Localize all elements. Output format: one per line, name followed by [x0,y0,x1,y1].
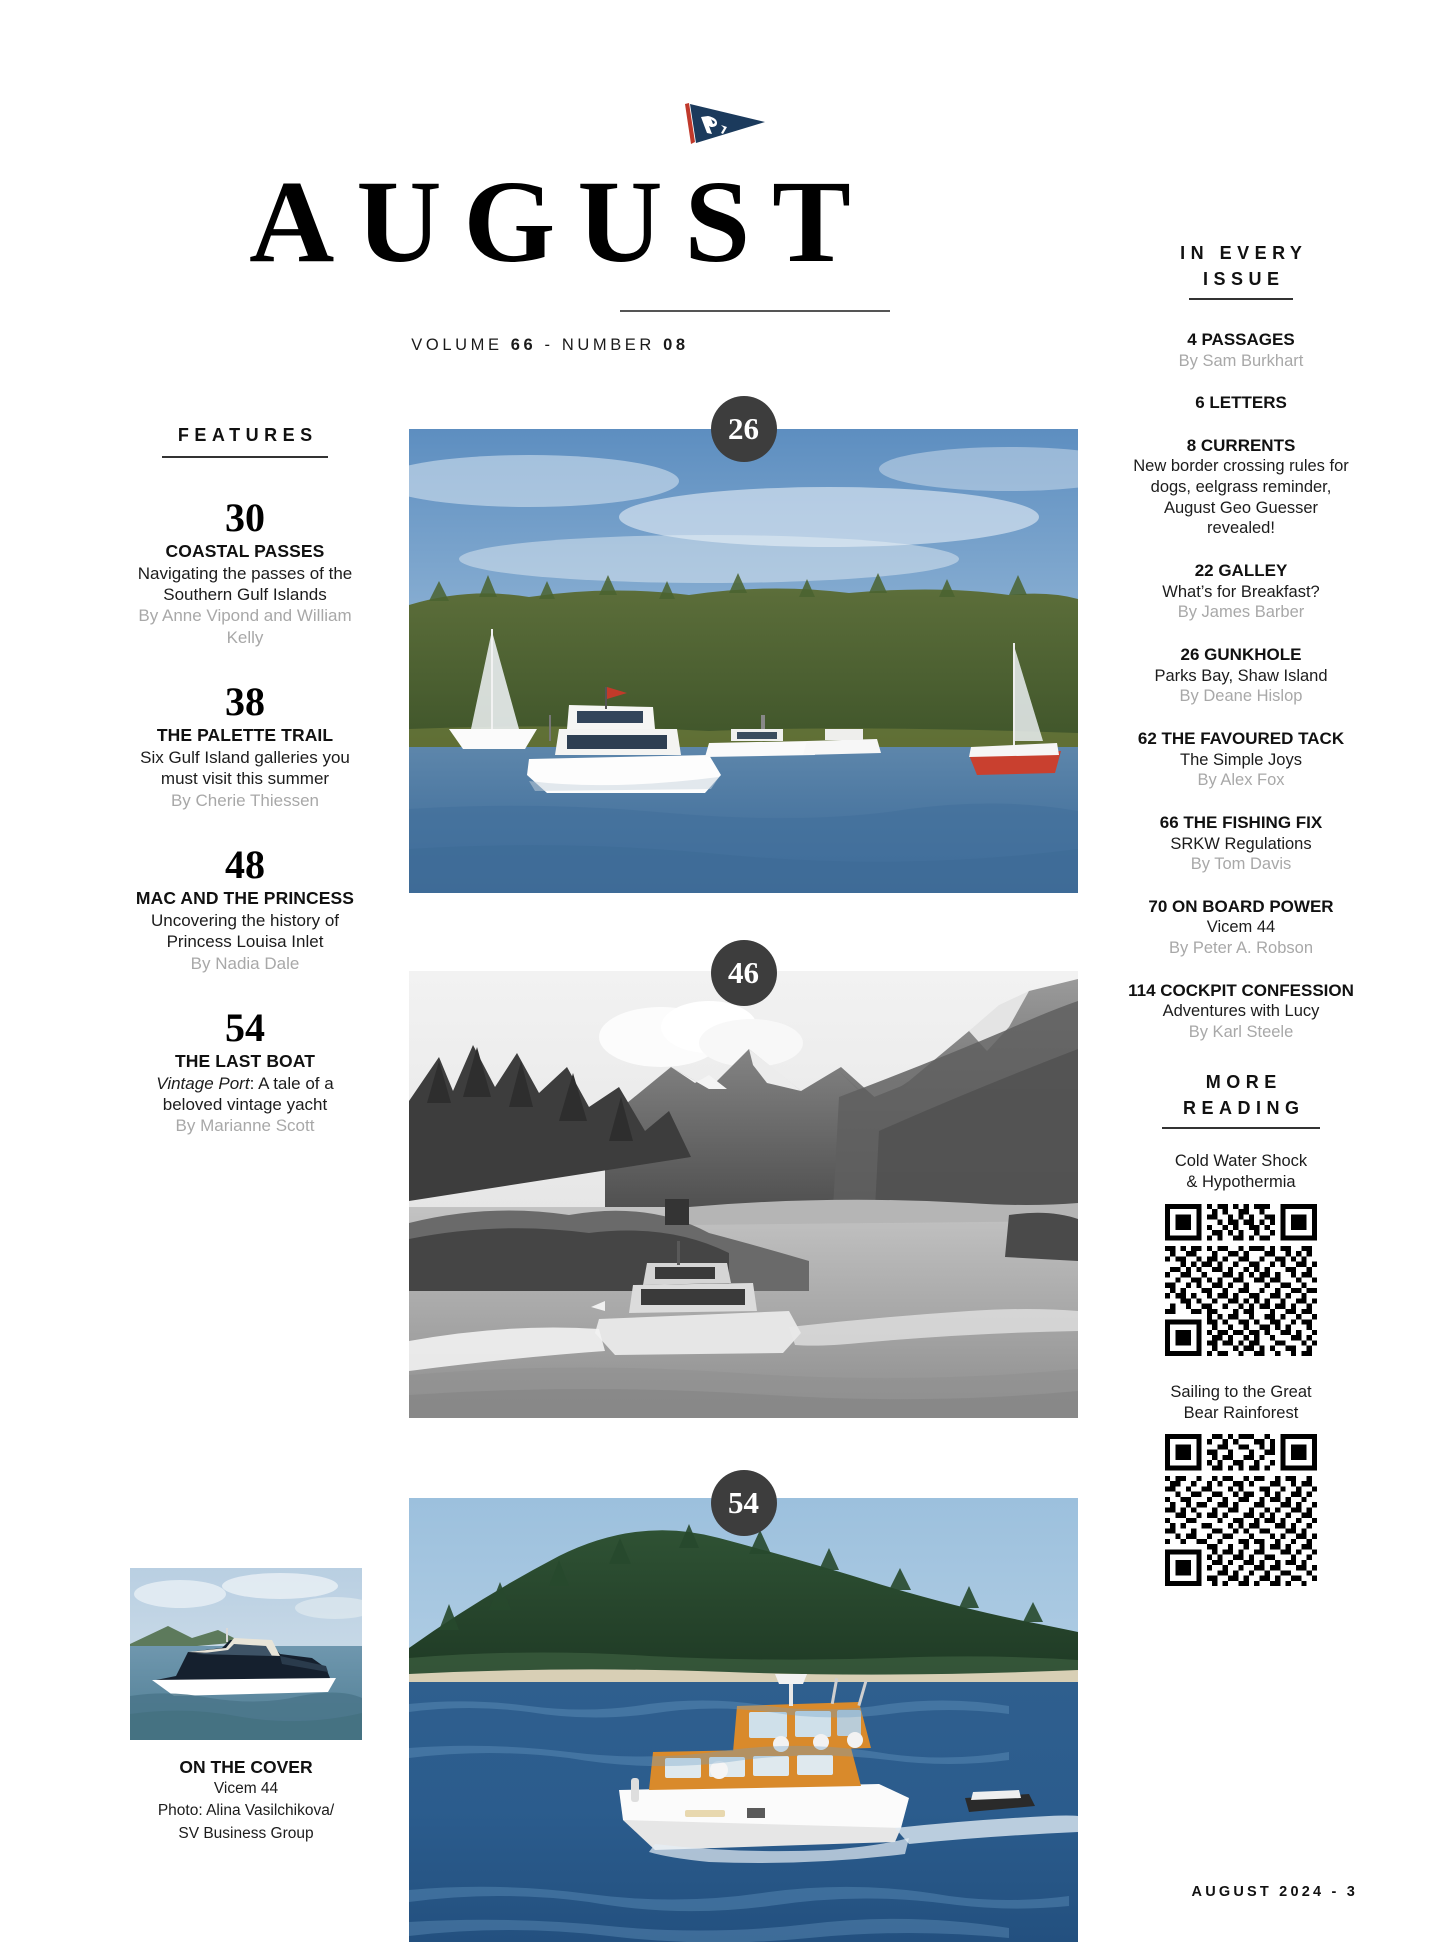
feature-entry[interactable] [130,1004,360,1137]
page-title: AUGUST [249,156,873,287]
department-description: Vicem 44 [1206,918,1276,937]
department-entry[interactable] [1128,813,1354,875]
feature-page-number: 38 [225,679,265,725]
department-description: What’s for Breakfast? [1162,582,1320,601]
volume-issue-line [0,336,1100,355]
department-title: 22 GALLEY [1194,561,1288,581]
feature-description: Uncovering the history of Princess Louisa Inlet [150,910,340,952]
issue-number: 08 [663,336,689,354]
department-description: The Simple Joys [1180,750,1302,769]
feature-photo-fjord-bw[interactable] [409,971,1078,1418]
department-entry[interactable] [1128,561,1354,623]
feature-entry[interactable] [130,495,360,648]
more-reading-heading [1128,1069,1354,1127]
feature-description [130,1073,360,1116]
volume-separator: - [544,336,554,354]
photo-page-badge[interactable]: 54 [711,1470,777,1536]
feature-page-number: 30 [225,495,265,540]
more-reading-label-line1: Sailing to the Great [1170,1382,1312,1401]
department-byline: By Alex Fox [1197,771,1285,790]
department-entry[interactable] [1128,981,1354,1043]
feature-entry[interactable] [130,679,360,811]
feature-byline: By Anne Vipond and William Kelly [138,606,352,647]
department-title: 70 ON BOARD POWER [1148,897,1334,917]
feature-title: THE LAST BOAT [175,1050,315,1071]
feature-entry[interactable] [130,842,360,974]
more-reading-entry[interactable] [1128,1382,1354,1587]
feature-page-number: 54 [225,1004,265,1050]
more-reading-label [1128,1382,1354,1424]
feature-page-number: 48 [225,842,265,888]
department-byline: By Sam Burkhart [1178,351,1304,370]
department-byline: By Deane Hislop [1179,687,1303,706]
volume-label: VOLUME [411,336,503,354]
burgee-flag-icon [677,100,769,152]
photo-page-badge[interactable]: 26 [711,396,777,462]
department-entry[interactable] [1128,729,1354,791]
feature-description-italic: Vintage Port [156,1073,250,1093]
feature-description: Navigating the passes of the Southern Gulf Islands [137,563,353,605]
cover-photo-credit-2: SV Business Group [178,1824,314,1842]
feature-photo-anchorage[interactable] [409,429,1078,893]
on-the-cover-block [130,1568,362,1845]
number-label: NUMBER [561,336,655,354]
feature-title: MAC AND THE PRINCESS [135,888,355,909]
cover-boat-name: Vicem 44 [213,1780,279,1797]
masthead-logo-container [0,100,1445,152]
department-title: 4 PASSAGES [1187,330,1295,350]
features-column [130,425,360,1171]
qr-code-cold-water-shock-icon[interactable] [1165,1204,1317,1356]
photo-page-badge[interactable]: 46 [711,940,777,1006]
feature-byline: By Cherie Thiessen [170,790,320,810]
more-reading-label-line1: Cold Water Shock [1174,1152,1308,1171]
department-entry[interactable] [1128,330,1354,371]
more-reading-heading-line1: MORE [1205,1071,1282,1092]
department-entry[interactable] [1128,645,1354,707]
department-title: 8 CURRENTS [1186,435,1296,455]
more-reading-label-line2: Bear Rainforest [1183,1403,1299,1422]
feature-description-rest: : A tale of a beloved vintage yacht [162,1073,334,1115]
department-byline: By Tom Davis [1190,855,1292,874]
department-description: New border crossing rules for dogs, eelgrass reminder, August Geo Guesser revealed! [1133,457,1349,538]
department-title: 26 GUNKHOLE [1180,645,1302,665]
qr-code-great-bear-rainforest-icon[interactable] [1165,1434,1317,1586]
in-every-issue-heading-line2: ISSUE [1202,269,1285,290]
in-every-issue-heading-line1: IN EVERY [1180,243,1308,263]
department-entry[interactable] [1128,393,1354,413]
feature-photo-classic-yacht[interactable] [409,1498,1078,1942]
more-reading-heading-rule [1162,1127,1320,1129]
department-description: Adventures with Lucy [1162,1002,1320,1021]
more-reading-entry[interactable] [1128,1151,1354,1356]
cover-thumbnail-image[interactable] [130,1568,362,1740]
in-every-issue-heading [1128,240,1354,298]
more-reading-label [1128,1151,1354,1193]
department-title: 62 THE FAVOURED TACK [1137,729,1345,749]
department-byline: By Peter A. Robson [1169,939,1313,958]
features-heading: FEATURES [177,425,318,445]
feature-title: THE PALETTE TRAIL [156,725,334,746]
feature-byline: By Marianne Scott [175,1116,315,1136]
department-description: SRKW Regulations [1170,834,1312,853]
department-description: Parks Bay, Shaw Island [1154,666,1328,685]
department-title: 114 COCKPIT CONFESSION [1128,981,1354,1001]
department-entry[interactable] [1128,436,1354,540]
department-title: 66 THE FISHING FIX [1159,813,1323,833]
department-byline: By Karl Steele [1188,1023,1294,1042]
department-entry[interactable] [1128,897,1354,959]
feature-description: Six Gulf Island galleries you must visit this summer [140,747,350,789]
cover-photo-credit-1: Photo: Alina Vasilchikova/ [157,1802,335,1820]
in-every-issue-column [1128,240,1354,1612]
department-byline: By James Barber [1177,603,1305,622]
features-heading-rule [162,456,328,458]
feature-title: COASTAL PASSES [165,541,325,561]
more-reading-label-line2: & Hypothermia [1186,1172,1296,1191]
in-every-issue-heading-rule [1189,298,1293,300]
on-the-cover-heading: ON THE COVER [179,1757,313,1777]
masthead-divider [620,310,890,312]
volume-number: 66 [510,336,537,354]
department-title: 6 LETTERS [1195,393,1287,413]
page-footer: AUGUST 2024 - 3 [1191,1884,1358,1900]
more-reading-heading-line2: READING [1182,1098,1305,1119]
feature-byline: By Nadia Dale [190,953,300,973]
